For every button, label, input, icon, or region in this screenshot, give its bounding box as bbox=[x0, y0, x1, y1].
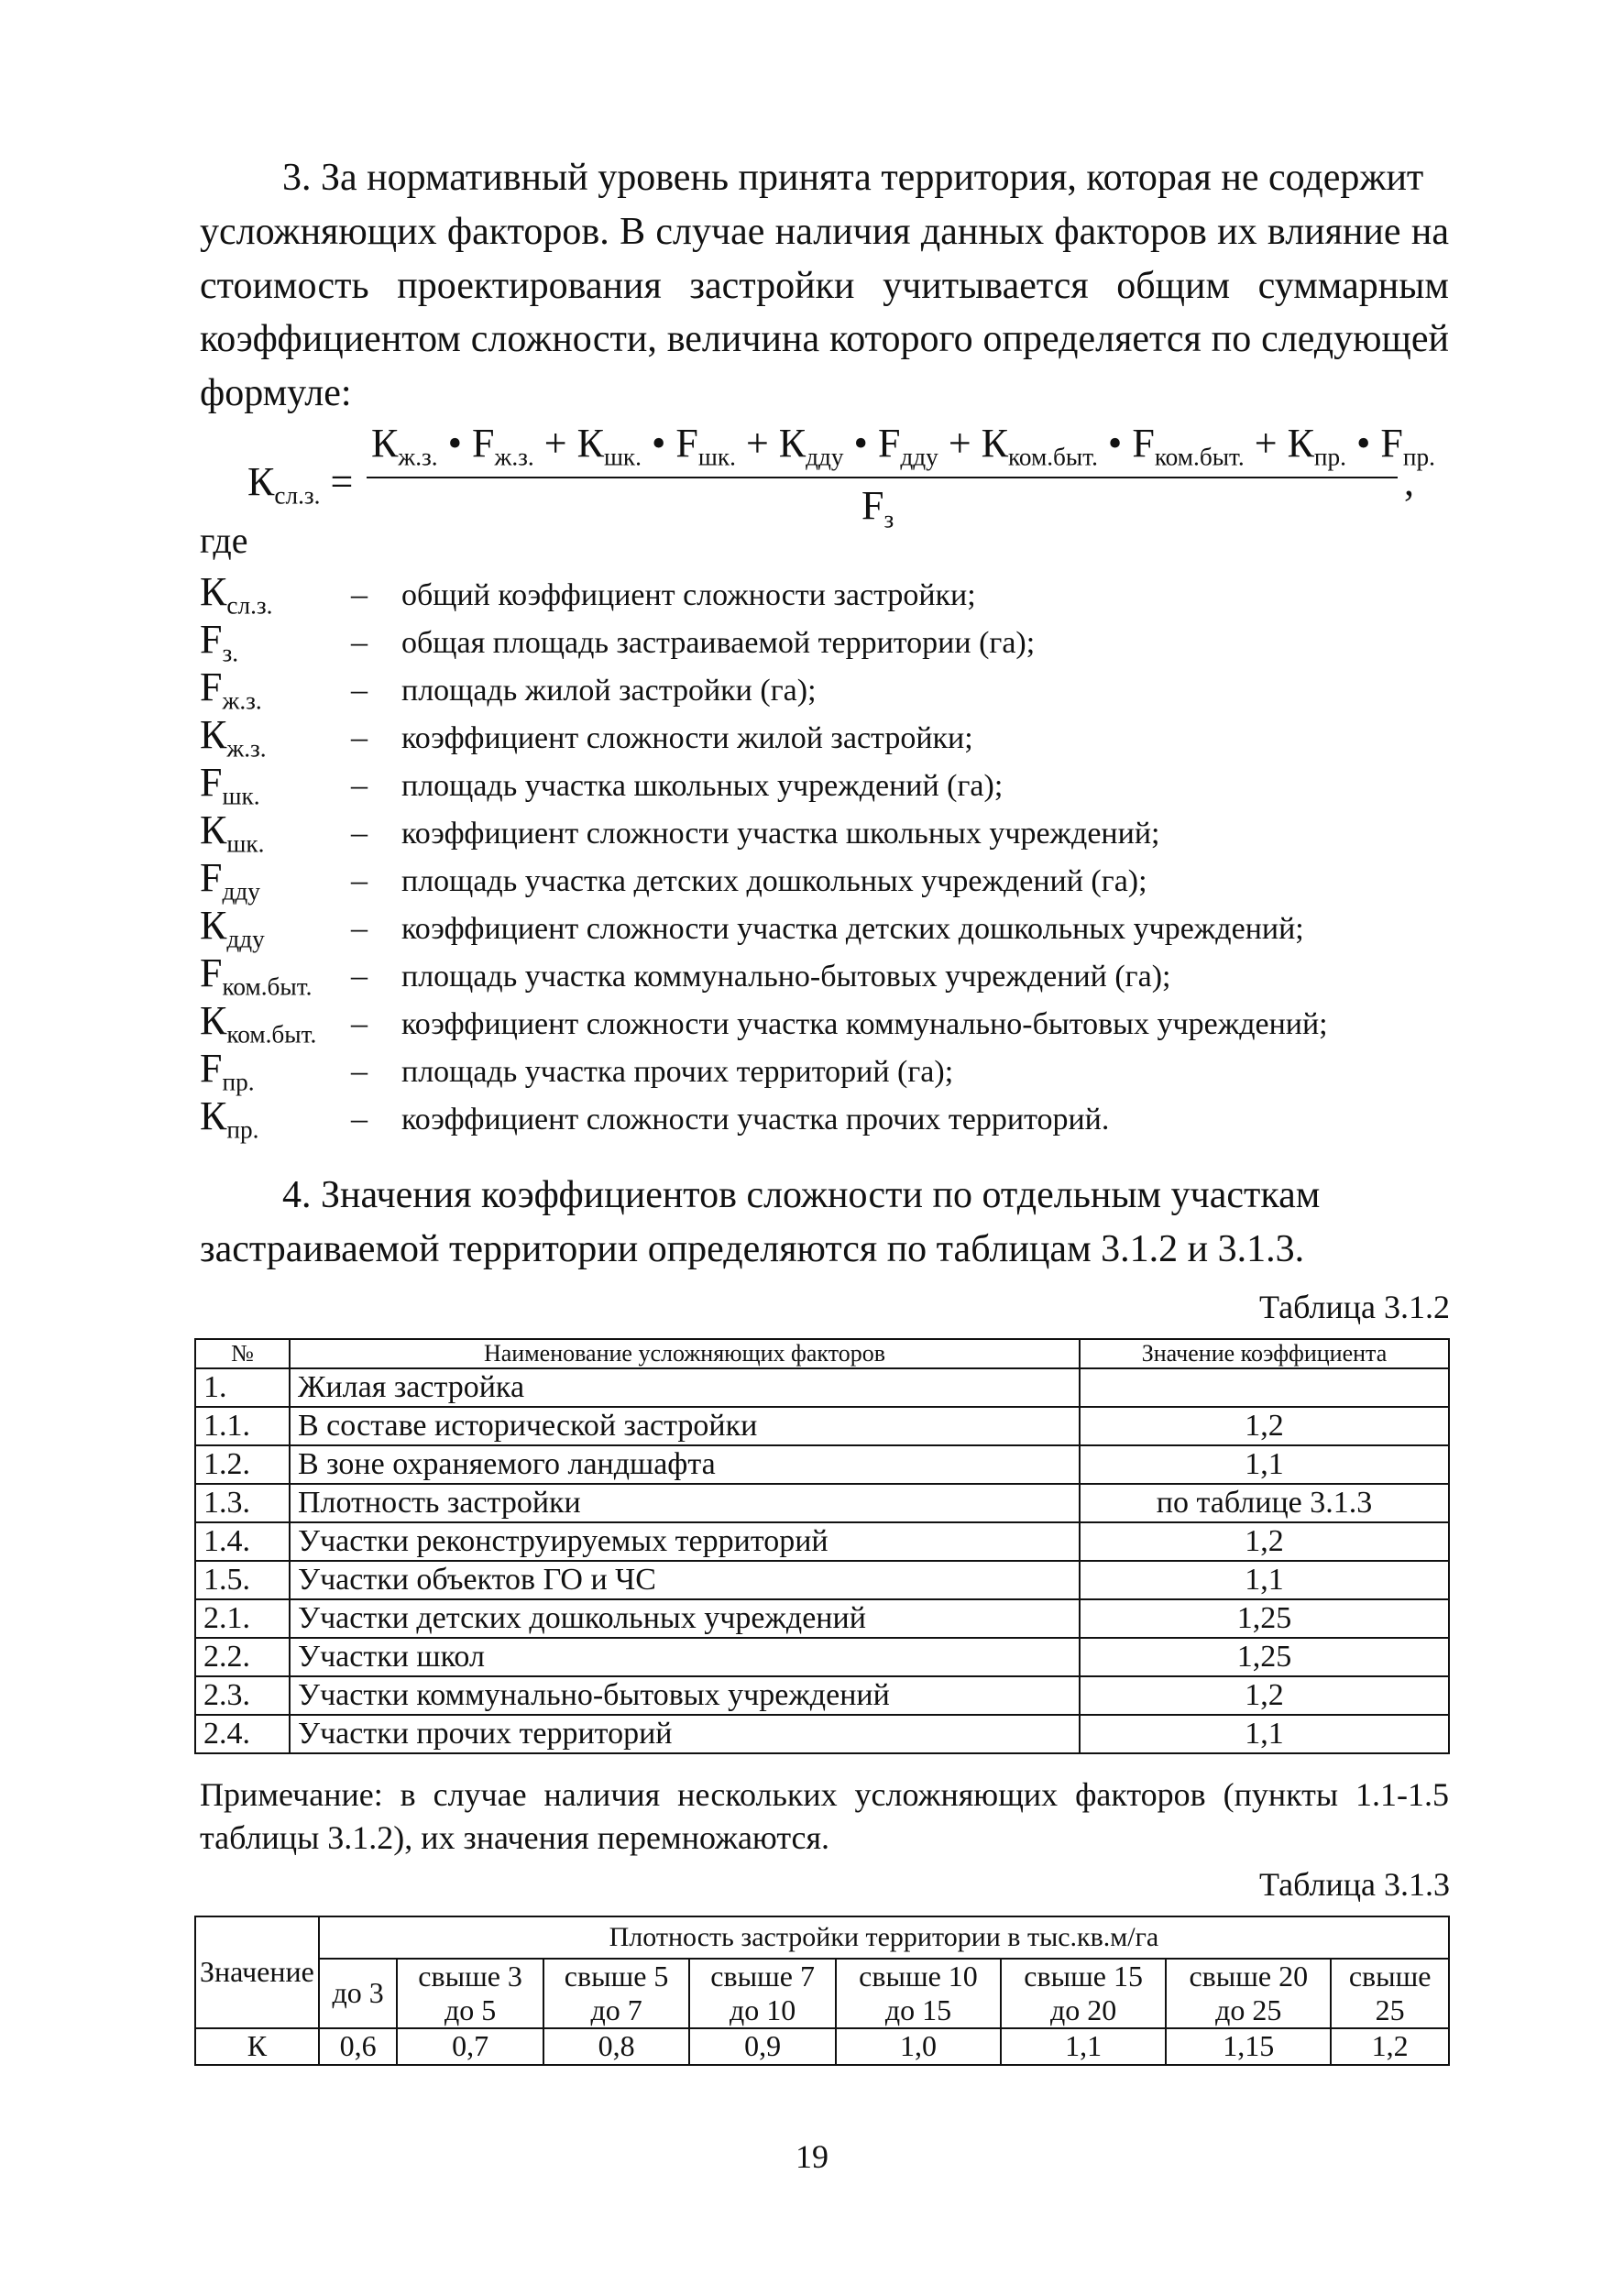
symbol-subscript: ж.з. bbox=[222, 686, 262, 715]
where-label: где bbox=[200, 520, 248, 561]
term-k-sub: пр. bbox=[1313, 443, 1346, 471]
legend-dash: – bbox=[351, 766, 368, 803]
table-3-1-3-caption: Таблица 3.1.3 bbox=[1259, 1866, 1450, 1903]
coefficient-value: 1,2 bbox=[1080, 1522, 1449, 1561]
formula-lhs: $К_{сл.з.}$ = bbox=[247, 459, 354, 510]
density-group-header: Плотность застройки территории в тыс.кв.м/га bbox=[319, 1916, 1449, 1959]
legend-dash: – bbox=[351, 1005, 368, 1041]
row-number: 1.5. bbox=[195, 1561, 290, 1599]
term-k-sub: дду bbox=[806, 443, 844, 471]
symbol-subscript: сл.з. bbox=[226, 591, 273, 620]
factor-name: В зоне охраняемого ландшафта bbox=[290, 1445, 1080, 1484]
paragraph-4 bbox=[200, 1169, 1449, 1277]
range-line: свыше 20 bbox=[1189, 1960, 1309, 1993]
table-3-1-2 bbox=[194, 1338, 1450, 1754]
legend-symbol bbox=[200, 568, 351, 620]
table-row bbox=[195, 1715, 1449, 1753]
term-k: К bbox=[1287, 421, 1314, 466]
table-header-row bbox=[195, 1339, 1449, 1368]
range-line: до 10 bbox=[729, 1993, 796, 2026]
legend-row bbox=[200, 997, 1455, 1049]
range-line: свыше bbox=[1348, 1960, 1432, 1993]
paragraph-3 bbox=[200, 151, 1449, 421]
legend-symbol bbox=[200, 854, 351, 906]
paragraph-3-first-line: 3. За нормативный уровень принята территория, которая не содержит bbox=[282, 157, 1424, 199]
range-line: до 3 bbox=[332, 1976, 384, 2010]
term-f-sub: дду bbox=[900, 443, 938, 471]
table-row bbox=[195, 1368, 1449, 1407]
table-3-1-2-caption: Таблица 3.1.2 bbox=[1259, 1289, 1450, 1325]
table-row bbox=[195, 1561, 1449, 1599]
legend-row bbox=[200, 854, 1455, 906]
symbol-letter: К bbox=[200, 569, 227, 614]
factor-name: Участки коммунально-бытовых учреждений bbox=[290, 1676, 1080, 1715]
factor-name: Жилая застройка bbox=[290, 1368, 1080, 1407]
range-line: свыше 3 bbox=[418, 1960, 522, 1993]
legend-symbol bbox=[200, 902, 351, 953]
legend-description: коэффициент сложности участка прочих территорий. bbox=[401, 1103, 1110, 1136]
symbol-letter: F bbox=[200, 855, 223, 900]
symbol-letter: К bbox=[200, 712, 227, 757]
legend-dash: – bbox=[351, 1052, 368, 1089]
legend-symbol bbox=[200, 1093, 351, 1144]
term-k-sub: ком.быт. bbox=[1008, 443, 1098, 471]
symbol-subscript: ж.з. bbox=[226, 734, 267, 763]
legend-symbol bbox=[200, 616, 351, 667]
k-value: 0,7 bbox=[397, 2028, 543, 2065]
legend-row bbox=[200, 950, 1455, 1001]
factor-name: Участки школ bbox=[290, 1638, 1080, 1676]
symbol-letter: F bbox=[200, 760, 223, 805]
symbol-letter: К bbox=[200, 1093, 227, 1138]
density-range-header bbox=[1166, 1959, 1331, 2028]
table-row bbox=[195, 1599, 1449, 1638]
paragraph-4-text: застраиваемой территории определяются по таблицам 3.1.2 и 3.1.3. bbox=[200, 1227, 1305, 1270]
table-row bbox=[195, 1407, 1449, 1445]
page-number: 19 bbox=[796, 2138, 828, 2175]
row-number: 1. bbox=[195, 1368, 290, 1407]
legend-row bbox=[200, 664, 1455, 715]
table-row bbox=[195, 1522, 1449, 1561]
header-coefficient: Значение коэффициента bbox=[1080, 1339, 1449, 1368]
legend-symbol bbox=[200, 807, 351, 858]
fraction-bar bbox=[367, 477, 1398, 478]
legend-symbol bbox=[200, 950, 351, 1001]
density-range-header bbox=[397, 1959, 543, 2028]
term-f-sub: ком.быт. bbox=[1154, 443, 1245, 471]
corner-header: Значение bbox=[195, 1916, 319, 2028]
row-number: 1.1. bbox=[195, 1407, 290, 1445]
symbol-letter: F bbox=[200, 950, 223, 995]
legend-description: коэффициент сложности жилой застройки; bbox=[401, 721, 973, 755]
row-number: 1.2. bbox=[195, 1445, 290, 1484]
symbol-subscript: ком.быт. bbox=[226, 1020, 317, 1049]
symbol-subscript: ком.быт. bbox=[222, 972, 313, 1001]
symbol-subscript: дду bbox=[222, 877, 260, 906]
coefficient-value: 1,1 bbox=[1080, 1715, 1449, 1753]
factor-name: Участки детских дошкольных учреждений bbox=[290, 1599, 1080, 1638]
coefficient-value: по таблице 3.1.3 bbox=[1080, 1484, 1449, 1522]
range-line: до 5 bbox=[444, 1993, 497, 2026]
multiply-dot: • bbox=[843, 421, 878, 466]
row-number: 2.1. bbox=[195, 1599, 290, 1638]
paragraph-3-text: усложняющих факторов. В случае наличия данных факторов их влияние на стоимость проектирования застройки учитывается общим суммарным коэффициентом сложности, величина которого определяется по следующей формуле: bbox=[200, 210, 1449, 415]
symbol-subscript: пр. bbox=[222, 1068, 255, 1096]
legend-symbol bbox=[200, 664, 351, 715]
row-number: 1.4. bbox=[195, 1522, 290, 1561]
legend-dash: – bbox=[351, 957, 368, 994]
legend-row bbox=[200, 1045, 1455, 1096]
term-f-sub: пр. bbox=[1402, 443, 1435, 471]
term-k: К bbox=[981, 421, 1008, 466]
factor-name: Участки реконструируемых территорий bbox=[290, 1522, 1080, 1561]
complexity-formula bbox=[247, 420, 1457, 539]
coefficient-value: 1,25 bbox=[1080, 1638, 1449, 1676]
coefficient-value: 1,1 bbox=[1080, 1445, 1449, 1484]
legend-description: общая площадь застраиваемой территории (га); bbox=[401, 626, 1036, 660]
legend-dash: – bbox=[351, 814, 368, 851]
k-value: 0,8 bbox=[543, 2028, 690, 2065]
legend-description: площадь участка детских дошкольных учреждений (га); bbox=[401, 864, 1147, 898]
symbol-letter: F bbox=[200, 664, 223, 709]
range-line: до 7 bbox=[590, 1993, 642, 2026]
range-line: до 20 bbox=[1049, 1993, 1117, 2026]
symbol-letter: К bbox=[200, 998, 227, 1043]
term-f: F bbox=[675, 421, 698, 466]
k-value: 1,0 bbox=[836, 2028, 1001, 2065]
legend-row bbox=[200, 711, 1455, 763]
paragraph-4-first-line: 4. Значения коэффициентов сложности по отдельным участкам bbox=[282, 1174, 1321, 1216]
formula-denominator: $F_з$ bbox=[861, 483, 894, 533]
legend-description: площадь участка коммунально-бытовых учреждений (га); bbox=[401, 960, 1171, 994]
legend-symbol bbox=[200, 711, 351, 763]
legend-description: коэффициент сложности участка коммунально-бытовых учреждений; bbox=[401, 1007, 1328, 1041]
legend-row bbox=[200, 759, 1455, 810]
term-f: F bbox=[472, 421, 495, 466]
coefficient-value: 1,2 bbox=[1080, 1407, 1449, 1445]
symbol-letter: К bbox=[200, 807, 227, 852]
legend-dash: – bbox=[351, 862, 368, 898]
formula-comma: , bbox=[1404, 459, 1414, 504]
term-k: К bbox=[371, 421, 399, 466]
term-k-sub: ж.з. bbox=[398, 443, 438, 471]
table-row bbox=[195, 1445, 1449, 1484]
range-line: свыше 5 bbox=[564, 1960, 669, 1993]
legend-dash: – bbox=[351, 671, 368, 708]
row-number: 2.4. bbox=[195, 1715, 290, 1753]
symbol-subscript: з. bbox=[222, 639, 239, 667]
term-f: F bbox=[1132, 421, 1155, 466]
coefficient-value: 1,25 bbox=[1080, 1599, 1449, 1638]
plus-sign: + bbox=[938, 421, 982, 466]
density-range-header bbox=[1331, 1959, 1449, 2028]
table-3-1-3 bbox=[194, 1916, 1450, 2066]
legend-dash: – bbox=[351, 909, 368, 946]
multiply-dot: • bbox=[1097, 421, 1133, 466]
term-f: F bbox=[877, 421, 901, 466]
multiply-dot: • bbox=[642, 421, 676, 466]
k-value: 0,9 bbox=[689, 2028, 836, 2065]
density-range-header bbox=[836, 1959, 1001, 2028]
symbol-letter: К bbox=[200, 903, 227, 948]
term-k-sub: шк. bbox=[603, 443, 642, 471]
factor-name: В составе исторической застройки bbox=[290, 1407, 1080, 1445]
symbol-letter: F bbox=[200, 1046, 223, 1091]
header-factor-name: Наименование усложняющих факторов bbox=[290, 1339, 1080, 1368]
factor-name: Плотность застройки bbox=[290, 1484, 1080, 1522]
legend-symbol bbox=[200, 997, 351, 1049]
table-row bbox=[195, 1638, 1449, 1676]
term-k: К bbox=[576, 421, 604, 466]
legend-description: коэффициент сложности участка детских дошкольных учреждений; bbox=[401, 912, 1304, 946]
legend-row bbox=[200, 616, 1455, 667]
table-row bbox=[195, 1484, 1449, 1522]
legend-row bbox=[200, 902, 1455, 953]
legend-description: площадь жилой застройки (га); bbox=[401, 674, 817, 708]
factor-name: Участки прочих территорий bbox=[290, 1715, 1080, 1753]
legend-dash: – bbox=[351, 719, 368, 755]
plus-sign: + bbox=[735, 421, 779, 466]
range-line: до 15 bbox=[884, 1993, 952, 2026]
legend-description: коэффициент сложности участка школьных учреждений; bbox=[401, 817, 1160, 851]
factor-name: Участки объектов ГО и ЧС bbox=[290, 1561, 1080, 1599]
coefficient-value: 1,1 bbox=[1080, 1561, 1449, 1599]
range-line: 25 bbox=[1375, 1993, 1405, 2026]
k-value: 1,15 bbox=[1166, 2028, 1331, 2065]
k-value: 1,1 bbox=[1001, 2028, 1166, 2065]
symbol-subscript: пр. bbox=[226, 1115, 259, 1144]
coefficient-value: 1,2 bbox=[1080, 1676, 1449, 1715]
term-f-sub: ж.з. bbox=[494, 443, 534, 471]
density-range-header bbox=[689, 1959, 836, 2028]
legend-row bbox=[200, 1093, 1455, 1144]
legend-row bbox=[200, 807, 1455, 858]
k-value: 1,2 bbox=[1331, 2028, 1449, 2065]
symbol-subscript: шк. bbox=[222, 782, 260, 810]
density-range-header bbox=[543, 1959, 690, 2028]
range-line: свыше 7 bbox=[710, 1960, 815, 1993]
legend-description: площадь участка прочих территорий (га); bbox=[401, 1055, 954, 1089]
range-line: свыше 15 bbox=[1024, 1960, 1143, 1993]
table-row bbox=[195, 1676, 1449, 1715]
row-label-k: К bbox=[195, 2028, 319, 2065]
density-range-header bbox=[1001, 1959, 1166, 2028]
legend-symbol bbox=[200, 759, 351, 810]
legend-description: площадь участка школьных учреждений (га); bbox=[401, 769, 1004, 803]
row-number: 2.3. bbox=[195, 1676, 290, 1715]
legend-row bbox=[200, 568, 1455, 620]
coefficient-value bbox=[1080, 1368, 1449, 1407]
density-range-header bbox=[319, 1959, 398, 2028]
row-number: 2.2. bbox=[195, 1638, 290, 1676]
formula-numerator bbox=[371, 420, 1435, 471]
range-line: до 25 bbox=[1215, 1993, 1282, 2026]
symbol-subscript: дду bbox=[226, 925, 265, 953]
legend-dash: – bbox=[351, 1100, 368, 1136]
symbol-letter: F bbox=[200, 617, 223, 662]
plus-sign: + bbox=[1244, 421, 1288, 466]
term-f: F bbox=[1380, 421, 1403, 466]
row-number: 1.3. bbox=[195, 1484, 290, 1522]
multiply-dot: • bbox=[1345, 421, 1381, 466]
table-note: Примечание: в случае наличия нескольких усложняющих факторов (пункты 1.1-1.5 таблицы 3.1.2), их значения перемножаются. bbox=[200, 1776, 1449, 1856]
header-number: № bbox=[195, 1339, 290, 1368]
range-line: свыше 10 bbox=[859, 1960, 978, 1993]
legend-dash: – bbox=[351, 623, 368, 660]
k-value: 0,6 bbox=[319, 2028, 398, 2065]
legend-dash: – bbox=[351, 576, 368, 612]
legend-description: общий коэффициент сложности застройки; bbox=[401, 578, 976, 612]
symbol-subscript: шк. bbox=[226, 829, 265, 858]
symbol-legend bbox=[200, 568, 1455, 1144]
legend-symbol bbox=[200, 1045, 351, 1096]
multiply-dot: • bbox=[437, 421, 473, 466]
plus-sign: + bbox=[533, 421, 577, 466]
term-f-sub: шк. bbox=[697, 443, 736, 471]
term-k: К bbox=[778, 421, 807, 466]
